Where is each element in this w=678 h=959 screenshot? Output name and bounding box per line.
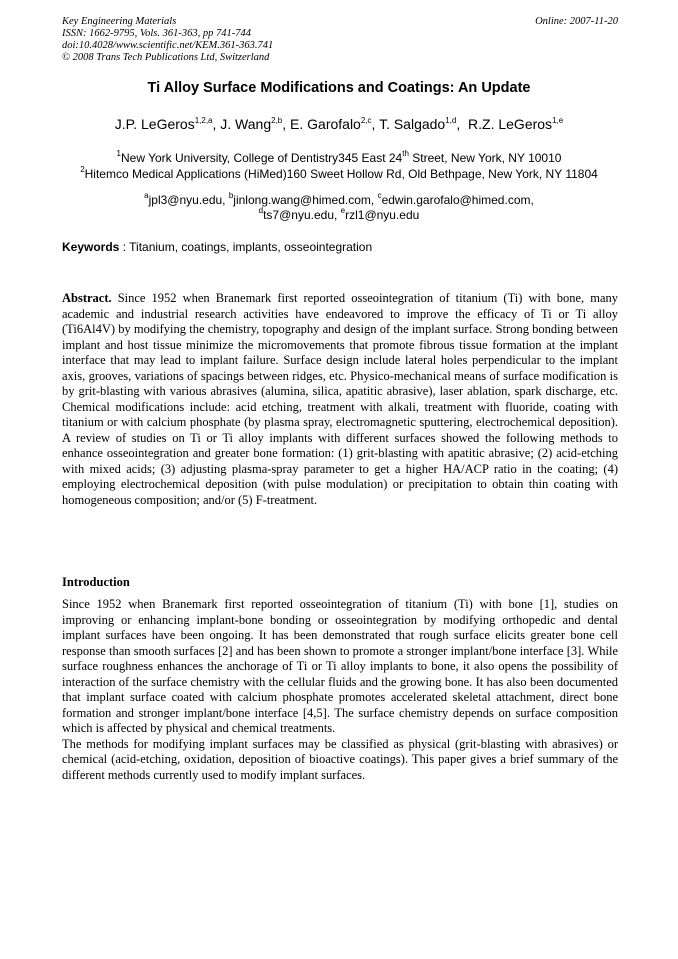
introduction-paragraph: The methods for modifying implant surfaces may be classified as physical (grit-blasting with abrasives) or chemical (acid-etching, oxidation, deposition of bioactive coatings). This paper gives a brief summary of the different methods currently used to modify implant surfaces. <box>62 736 618 782</box>
email-address: ts7@nyu.edu, <box>263 208 341 222</box>
introduction-heading: Introduction <box>62 575 130 589</box>
publication-metadata <box>62 16 618 64</box>
paper-title: Ti Alloy Surface Modifications and Coatings: An Update <box>147 80 531 96</box>
author-affiliation-mark: 1,2,a <box>194 116 213 125</box>
author-affiliation-mark: 2,c <box>360 116 372 125</box>
abstract <box>62 291 618 508</box>
issn-line: ISSN: 1662-9795, Vols. 361-363, pp 741-744 <box>62 28 251 39</box>
email-address: rzl1@nyu.edu <box>345 208 420 222</box>
author-emails <box>0 193 678 223</box>
copyright-line: © 2008 Trans Tech Publications Ltd, Switzerland <box>62 52 270 63</box>
email-address: edwin.garofalo@himed.com, <box>381 193 534 207</box>
introduction-body <box>62 597 618 783</box>
author-name: T. Salgado <box>379 116 446 132</box>
keywords-label: Keywords <box>62 240 120 254</box>
doi-line: doi:10.4028/www.scientific.net/KEM.361-363.741 <box>62 40 274 51</box>
email-address: jinlong.wang@himed.com, <box>233 193 378 207</box>
author-name: R.Z. LeGeros <box>468 116 553 132</box>
author-name: J.P. LeGeros <box>114 116 195 132</box>
email-address: jpl3@nyu.edu, <box>148 193 229 207</box>
abstract-text: Since 1952 when Branemark first reported osseointegration of titanium (Ti) with bone, many academic and industrial research activities have endeavored to improve the efficacy of Ti or Ti alloy (Ti6Al4V) by modifying the chemistry, topography and design of the implant surface. Strong bonding between implant and host tissue minimize the micromovements that promote fibrous tissue formation at the implant interface that may lead to implant failure. Surface design include lateral holes perpendicular to the implant axis, grooves, variations of spacings between ridges, etc. Physico-mechanical means of surface modification is by grit-blasting with various abrasives (alumina, silica, apatitic abrasive), laser ablation, spark discharge, etc. Chemical modifications include: acid etching, treatment with alkali, treatment with fluoride, coating with titanium or with calcium phosphate (by plasma spray, electromagnetic sputtering, electrochemical deposition). A review of studies on Ti or Ti alloy implants with different surfaces showed the following methods to enhance osseointegration and greater bone formation: (1) grit-blasting with apatitic abrasive; (2) acid-etching with mixed acids; (3) adjusting plasma-spray parameter to get a higher HA/ACP ratio in the coating; (4) employing electrochemical deposition (with pulse modulation) or precipitation to obtain thin coating with homogeneous composition; and/or (5) F-treatment. <box>62 291 618 507</box>
affiliation-1: $^1$New York University, College of Dentistry345 East 24th Street, New York, NY 10010 <box>116 149 562 165</box>
keywords <box>62 240 618 254</box>
author-list: J.P. LeGeros$^{1,2,a}$, J. Wang$^{2,b}$, E. Garofalo$^{2,c}$, T. Salgado$^{1,d}$, R.Z. LeGeros$^{1,e}$ <box>114 116 564 132</box>
email-line: $^d$ts7@nyu.edu, $^e$rzl1@nyu.edu <box>258 206 420 222</box>
keywords-text: : Titanium, coatings, implants, osseointegration <box>119 240 373 254</box>
author-name: J. Wang <box>220 116 272 132</box>
email-line: $^a$jpl3@nyu.edu, $^b$jinlong.wang@himed.com, $^c$edwin.garofalo@himed.com, <box>144 191 534 207</box>
introduction-paragraph: Since 1952 when Branemark first reported osseointegration of titanium (Ti) with bone [1], studies on improving or enhancing implant-bone bonding or osseointegration by modifying orthopedic and dental implant surfaces have been ongoing. It has been demonstrated that rough surface elicits greater bone cell response than smooth surfaces [2] and has been shown to promote a stronger implant/bone interface [3]. While surface roughness enhances the anchorage of Ti or Ti alloy implants to bone, it also opens the possibility of interaction of the surface chemistry with the cellular fluids and the growing bone. It has also been documented that implant surface coated with calcium phosphate promotes accelerated skeletal attachment, direct bone formation and stronger implant/bone interface [4,5]. The surface chemistry depends on surface composition which is affected by physical and chemical treatments. <box>62 597 618 735</box>
author-affiliation-mark: 1,e <box>552 116 564 125</box>
affiliations <box>0 150 678 182</box>
online-date: Online: 2007-11-20 <box>535 16 618 27</box>
author-affiliation-mark: 1,d <box>445 116 457 125</box>
author-name: E. Garofalo <box>290 116 361 132</box>
abstract-label: Abstract. <box>62 291 112 305</box>
affiliation-2: $^2$Hitemco Medical Applications (HiMed)160 Sweet Hollow Rd, Old Bethpage, New York, NY 11804 <box>80 165 598 181</box>
author-affiliation-mark: 2,b <box>271 116 283 125</box>
journal-name: Key Engineering Materials <box>62 16 177 27</box>
